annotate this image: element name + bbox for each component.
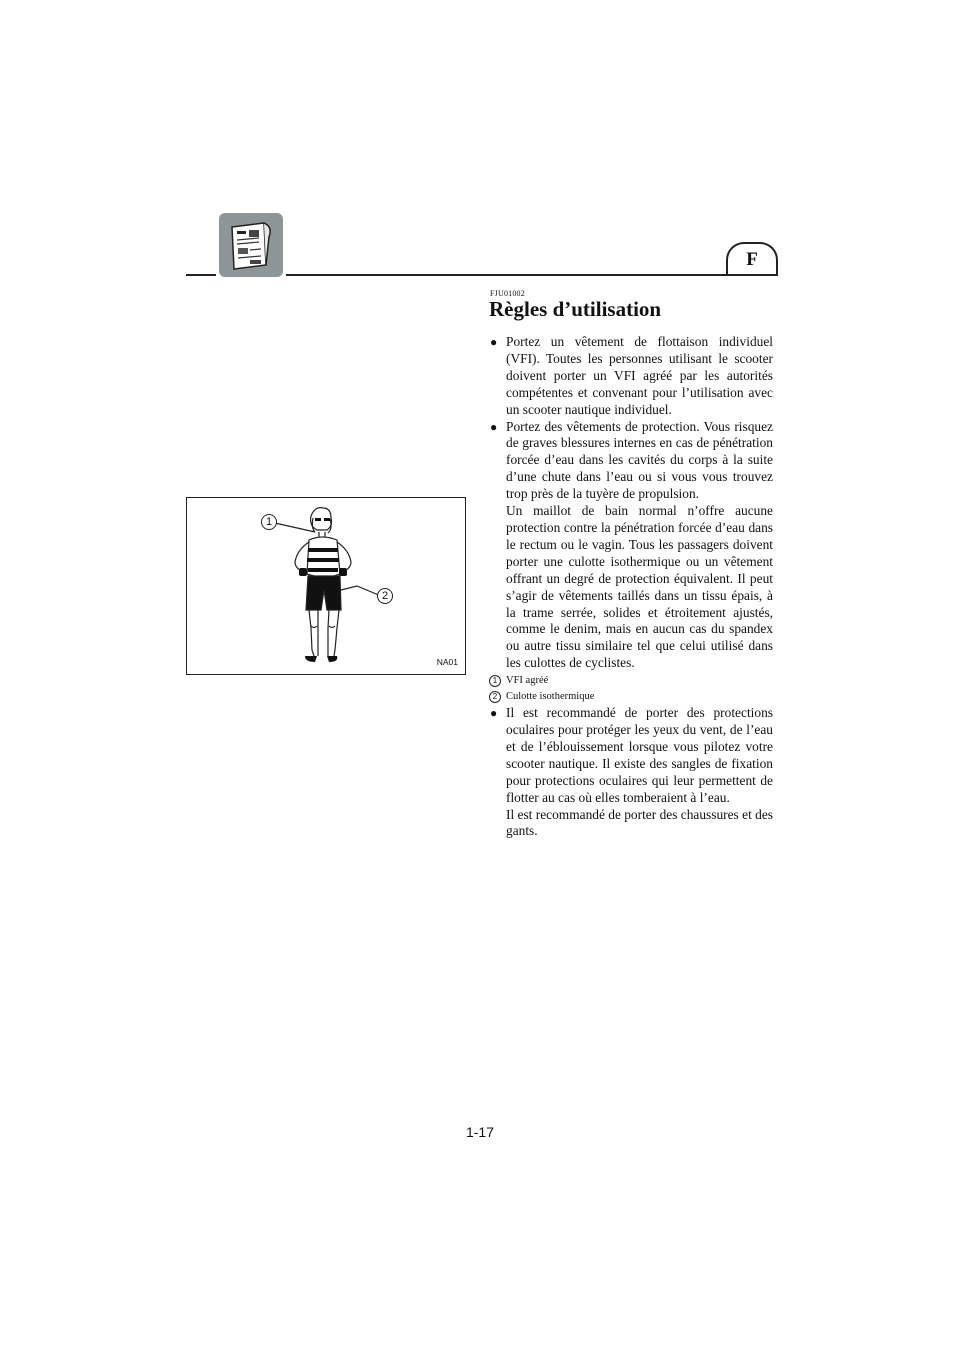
- list-item: ● Il est recommandé de porter des protections oculaires pour protéger les yeux du vent, de l’eau et de l’éblouissement lorsque vous pilotez votre scooter nautique. Il existe des sangles de fixation pour protections oculaires qui leur permettent de flotter au cas où elles tomberaient à l’eau.: [490, 705, 773, 805]
- paragraph: Il est recommandé de porter des chaussures et des gants.: [506, 806, 773, 839]
- caption-text: Culotte isothermique: [506, 691, 595, 703]
- caption-number: 1: [489, 675, 501, 687]
- list-item: ● Portez un vêtement de flottaison individuel (VFI). Toutes les personnes utilisant le scooter doivent porter un VFI agréé par les autorités compétentes et convenant pour l’utilisation avec un scooter nautique individuel.: [490, 334, 773, 417]
- header-rule-right: [286, 274, 776, 276]
- person-illustration: [187, 498, 467, 676]
- section-title: Règles d’utilisation: [489, 297, 662, 321]
- section-code: FJU01002: [490, 289, 525, 298]
- bullet-icon: ●: [490, 419, 498, 434]
- callout-1: 1: [261, 514, 277, 530]
- caption-text: VFI agréé: [506, 675, 549, 687]
- callout-2: 2: [377, 588, 393, 604]
- main-text: [489, 334, 773, 840]
- manual-booklet-icon: [219, 213, 283, 277]
- caption-item: [489, 673, 773, 688]
- list-item: ● Portez des vêtements de protection. Vous risquez de graves blessures internes en cas de pénétration forcée d’eau dans les cavités du corps à la suite d’une chute dans l’eau ou si vous vous trouvez trop près de la tuyère de propulsion.: [490, 418, 773, 502]
- caption-number: 2: [489, 691, 501, 703]
- paragraph: Un maillot de bain normal n’offre aucune protection contre la pénétration forcée d’eau dans le rectum ou le vagin. Tous les passagers doivent porter une culotte isothermique ou un vêtement offrant un degré de protection équivalent. Il peut s’agir de vêtements taillés dans un tissu épais, à la trame serrée, solides et étroitement ajustés, comme le denim, mais en aucun cas du spandex ou autre tissu similaire tel que celui utilisé dans les culottes de cyclistes.: [506, 503, 773, 671]
- page-number: 1-17: [465, 1124, 495, 1140]
- bullet-icon: ●: [490, 335, 498, 349]
- language-badge: F: [726, 242, 778, 276]
- figure-person-with-vest: [186, 497, 466, 675]
- bullet-icon: ●: [490, 706, 498, 721]
- header-rule-left: [186, 274, 216, 276]
- caption-item: [489, 689, 773, 704]
- figure-id: NA01: [436, 657, 458, 667]
